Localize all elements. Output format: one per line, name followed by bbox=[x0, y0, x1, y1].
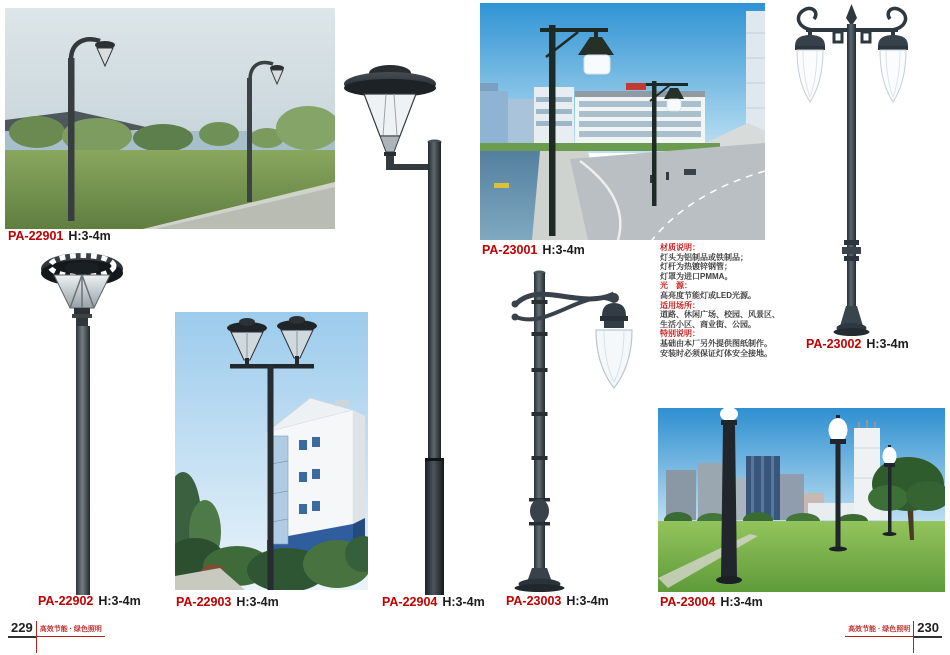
pole-base bbox=[834, 306, 870, 336]
park-scene bbox=[658, 408, 945, 592]
product-label-pa-22904 bbox=[382, 595, 485, 609]
product-label-pa-23003 bbox=[506, 594, 609, 608]
product-code: PA-23004 bbox=[660, 595, 716, 609]
spec-line: 灯头为铝制品或铁制品； bbox=[660, 252, 748, 262]
product-photo-pa-23001 bbox=[480, 3, 765, 240]
product-photo-pa-22901 bbox=[5, 8, 335, 229]
product-height: H:3-4m bbox=[720, 595, 763, 609]
spec-title-material: 材质说明： bbox=[660, 243, 700, 252]
spec-line: 高亮度节能灯或LED光源。 bbox=[660, 290, 756, 300]
lamp-arm bbox=[388, 164, 432, 170]
spec-line: 生活小区、商业街、公园。 bbox=[660, 319, 756, 329]
boat bbox=[494, 183, 509, 188]
footer-right bbox=[845, 621, 942, 653]
scroll-arm-right bbox=[888, 8, 905, 30]
lakeside-scene bbox=[5, 8, 335, 229]
product-label-pa-22902 bbox=[38, 594, 141, 608]
lamp-illustration-pa-22904 bbox=[340, 62, 475, 595]
lantern-head bbox=[344, 65, 436, 170]
product-code: PA-23002 bbox=[806, 337, 862, 351]
product-code: PA-22904 bbox=[382, 595, 438, 609]
pole-base bbox=[515, 568, 565, 592]
product-label-pa-23001 bbox=[482, 243, 585, 257]
product-label-pa-23004 bbox=[660, 595, 763, 609]
reflector-cone bbox=[54, 275, 110, 308]
spec-line: 灯杆为热镀锌钢管； bbox=[660, 262, 732, 272]
footer-slogan-right: 高效节能 · 绿色照明 bbox=[845, 621, 913, 637]
product-label-pa-22901 bbox=[8, 229, 111, 243]
lattice-left bbox=[834, 32, 842, 42]
spec-line: 安装时必须保证灯体安全接地。 bbox=[660, 348, 772, 358]
product-code: PA-23001 bbox=[482, 243, 538, 257]
lamp-neck bbox=[72, 308, 92, 326]
spec-title-special: 特别说明： bbox=[660, 329, 700, 339]
pole-ornament bbox=[529, 498, 550, 526]
footer-left bbox=[8, 621, 105, 653]
product-height: H:3-4m bbox=[236, 595, 279, 609]
product-height: H:3-4m bbox=[866, 337, 909, 351]
teardrop-lantern-left bbox=[795, 30, 825, 102]
lamp-illustration-pa-23002 bbox=[788, 4, 948, 337]
product-height: H:3-4m bbox=[542, 243, 585, 257]
product-height: H:3-4m bbox=[442, 595, 485, 609]
spec-title-usage: 适用场所： bbox=[660, 300, 700, 310]
lattice-right bbox=[862, 32, 870, 42]
product-code: PA-22901 bbox=[8, 229, 64, 243]
teardrop-lantern-right bbox=[878, 30, 908, 102]
lamp-pole bbox=[76, 326, 90, 595]
lamp-illustration-pa-22902 bbox=[22, 248, 167, 595]
product-label-pa-23002 bbox=[806, 337, 909, 351]
product-photo-pa-23004 bbox=[658, 408, 945, 592]
lamp-illustration-pa-23003 bbox=[498, 270, 668, 592]
page-number-left: 229 bbox=[8, 621, 36, 638]
finial bbox=[846, 4, 857, 26]
lamp-pole bbox=[847, 24, 856, 324]
spec-line: 灯罩为进口PMMA。 bbox=[660, 271, 733, 281]
product-code: PA-22902 bbox=[38, 594, 94, 608]
street-scene bbox=[480, 3, 765, 240]
spec-panel bbox=[660, 243, 794, 358]
product-label-pa-22903 bbox=[176, 595, 279, 609]
product-height: H:3-4m bbox=[98, 594, 141, 608]
product-code: PA-22903 bbox=[176, 595, 232, 609]
product-height: H:3-4m bbox=[566, 594, 609, 608]
footer-slogan-left: 高效节能 · 绿色照明 bbox=[37, 621, 105, 637]
road bbox=[570, 143, 765, 240]
page-number-right: 230 bbox=[914, 621, 942, 638]
spec-line: 基础由本厂另外提供图纸制作。 bbox=[660, 338, 772, 348]
pole-collar bbox=[842, 240, 861, 261]
product-code: PA-23003 bbox=[506, 594, 562, 608]
product-height: H:3-4m bbox=[68, 229, 111, 243]
lawn bbox=[658, 521, 945, 592]
spec-line: 道路、休闲广场、校园、风景区、 bbox=[660, 310, 780, 320]
lamp-pole bbox=[425, 140, 444, 596]
scroll-arm-left bbox=[798, 8, 815, 30]
teardrop-lantern bbox=[596, 303, 632, 388]
spec-title-light-source: 光 源： bbox=[660, 281, 692, 291]
